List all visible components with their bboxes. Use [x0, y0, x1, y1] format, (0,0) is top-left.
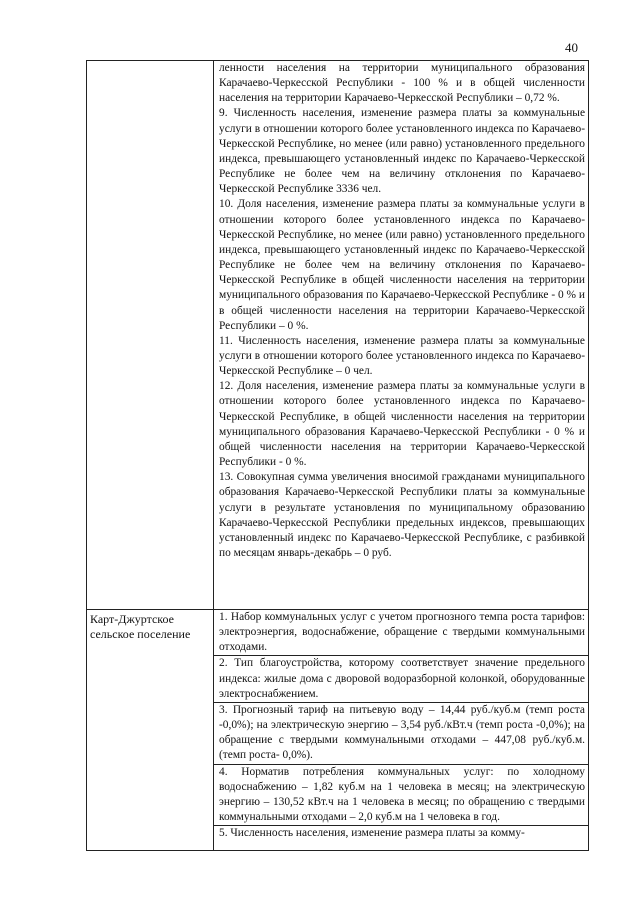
indicator-paragraph: 11. Численность населения, изменение размера платы за коммунальные услуги в отношении которого более установленного индекса по Карачаево-Черкесской Республике – 0 чел.: [219, 334, 585, 378]
indicator-paragraph: 1. Набор коммунальных услуг с учетом прогнозного темпа роста тарифов: электроэнергия, водоснабжение, обращение с твердыми коммунальными отходами.: [219, 611, 585, 654]
indicator-paragraph: 9. Численность населения, изменение размера платы за коммунальные услуги в отношении которого более установленного индекса по Карачаево-Черкесской Республике, но менее (или равно) установленного предельного индекса, превышающего установленный индекс по Карачаево-Черкесской Республике не более чем на величину отклонения по Карачаево-Черкесской Республике 3336 чел.: [219, 107, 585, 196]
municipality-cell: [87, 61, 214, 610]
indicator-paragraph: 12. Доля населения, изменение размера платы за коммунальные услуги в отношении которого более установленного индекса по Карачаево-Черкесской Республике, в общей численности населения на территории муниципального образования Карачаево-Черкесской Республики - 0 % и общей численности населения на территории Карачаево-Черкесской Республики - 0 %.: [219, 380, 585, 469]
table-row: [87, 61, 589, 610]
indicator-paragraph: 3. Прогнозный тариф на питьевую воду – 14,44 руб./куб.м (темп роста -0,0%); на электрическую энергию – 3,54 руб./кВт.ч (темп роста -0,0%); на обращение с твердыми коммунальными отходами – 447,08 руб./куб.м. (темп роста- 0,0%).: [214, 702, 588, 764]
municipality-name: [87, 61, 213, 65]
indicators-cell: [214, 610, 589, 851]
indicator-paragraph: 4. Норматив потребления коммунальных услуг: по холодному водоснабжению – 1,82 куб.м на 1 человека в месяц; на электрическую энергию – 130,52 кВт.ч на 1 человека в месяц; по обращению с твердыми коммунальными отходами – 2,0 куб.м на 1 человека в год.: [214, 764, 588, 826]
page-number: 40: [565, 40, 578, 55]
indicators-cell: [214, 61, 589, 610]
indicator-paragraph: 13. Совокупная сумма увеличения вносимой гражданами муниципального образования Карачаево-Черкесской Республики платы за коммунальные услуги в результате установления по муниципальному образованию Карачаево-Черкесской Республики предельных индексов, превышающих установленный индекс по Карачаево-Черкесской Республике, с разбивкой по месяцам январь-декабрь – 0 руб.: [219, 471, 585, 559]
municipality-table: [86, 60, 589, 851]
indicator-paragraph: ленности населения на территории муниципального образования Карачаево-Черкесской Республики - 100 % и в общей численности населения на территории Карачаево-Черкесской Республики – 0,72 %.: [219, 62, 585, 105]
indicator-paragraph: 10. Доля населения, изменение размера платы за коммунальные услуги в отношении которого более установленного индекса по Карачаево-Черкесской Республике, но менее (или равно) установленного предельного индекса, превышающего установленный индекс по Карачаево-Черкесской Республике не более чем на величину отклонения по Карачаево-Черкесской Республике в общей численности населения на территории муниципального образования по Карачаево-Черкесской Республике - 0 % и в общей численности населения на территории Карачаево-Черкесской Республики – 0 %.: [219, 198, 585, 332]
municipality-name: Карт-Джуртское сельское поселение: [90, 612, 191, 641]
indicator-paragraph: 2. Тип благоустройства, которому соответствует значение предельного индекса: жилые дома с дворовой водоразборной колонкой, оборудованные электроснабжением.: [214, 655, 588, 701]
indicator-paragraph: 5. Численность населения, изменение размера платы за комму-: [214, 825, 588, 841]
table-row: [87, 610, 589, 851]
municipality-cell: [87, 610, 214, 851]
